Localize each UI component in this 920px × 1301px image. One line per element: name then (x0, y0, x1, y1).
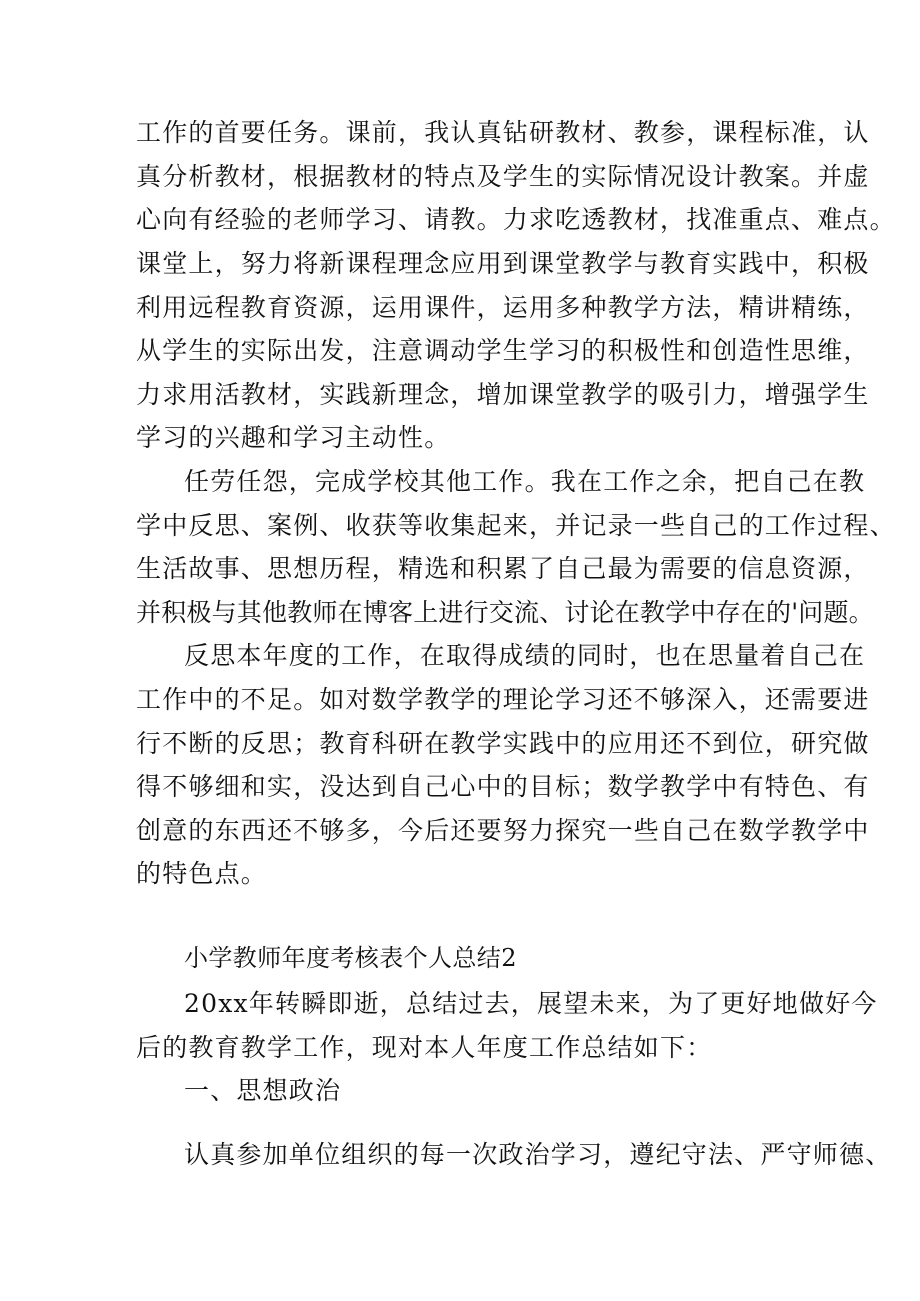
text-line: 工作中的不足。如对数学教学的理论学习还不够深入，还需要进 (136, 685, 870, 714)
paragraph-first-line: 任劳任怨，完成学校其他工作。我在工作之余，把自己在教 (184, 467, 866, 496)
subsection-heading: 一、思想政治 (184, 1076, 342, 1105)
text-line: 并积极与其他教师在博客上进行交流、讨论在教学中存在的'问题。 (136, 598, 874, 627)
text-line: 心向有经验的老师学习、请教。力求吃透教材，找准重点、难点。 (136, 205, 896, 234)
text-line: 利用远程教育资源，运用课件，运用多种教学方法，精讲精练， (136, 293, 870, 322)
text-line: 生活故事、思想历程，精选和积累了自己最为需要的信息资源， (136, 554, 870, 583)
text-line: 工作的首要任务。课前，我认真钻研教材、教参，课程标准，认 (136, 118, 870, 147)
text-line: 学习的兴趣和学习主动性。 (136, 423, 451, 452)
text-line: 力求用活教材，实践新理念，增加课堂教学的吸引力，增强学生 (136, 380, 870, 409)
text-line: 行不断的反思；教育科研在教学实践中的应用还不到位，研究做 (136, 729, 870, 758)
text-line: 从学生的实际出发，注意调动学生学习的积极性和创造性思维， (136, 336, 870, 365)
text-line: 真分析教材，根据教材的特点及学生的实际情况设计教案。并虚 (136, 162, 870, 191)
text-line: 后的教育教学工作，现对本人年度工作总结如下： (136, 1033, 713, 1062)
text-line: 得不够细和实，没达到自己心中的目标；数学教学中有特色、有 (136, 772, 870, 801)
paragraph-first-line: 反思本年度的工作，在取得成绩的同时，也在思量着自己在 (184, 641, 866, 670)
section-heading: 小学教师年度考核表个人总结2 (184, 944, 517, 972)
text-line: 学中反思、案例、收获等收集起来，并记录一些自己的工作过程、 (136, 511, 896, 540)
text-line: 的特色点。 (136, 859, 268, 888)
paragraph-first-line: 20xx年转瞬即逝，总结过去，展望未来，为了更好地做好今 (184, 989, 878, 1018)
text-line: 课堂上，努力将新课程理念应用到课堂教学与教育实践中，积极 (136, 249, 870, 278)
paragraph-first-line: 认真参加单位组织的每一次政治学习，遵纪守法、严守师德、 (184, 1140, 892, 1169)
text-line: 创意的东西还不够多，今后还要努力探究一些自己在数学教学中 (136, 816, 870, 845)
